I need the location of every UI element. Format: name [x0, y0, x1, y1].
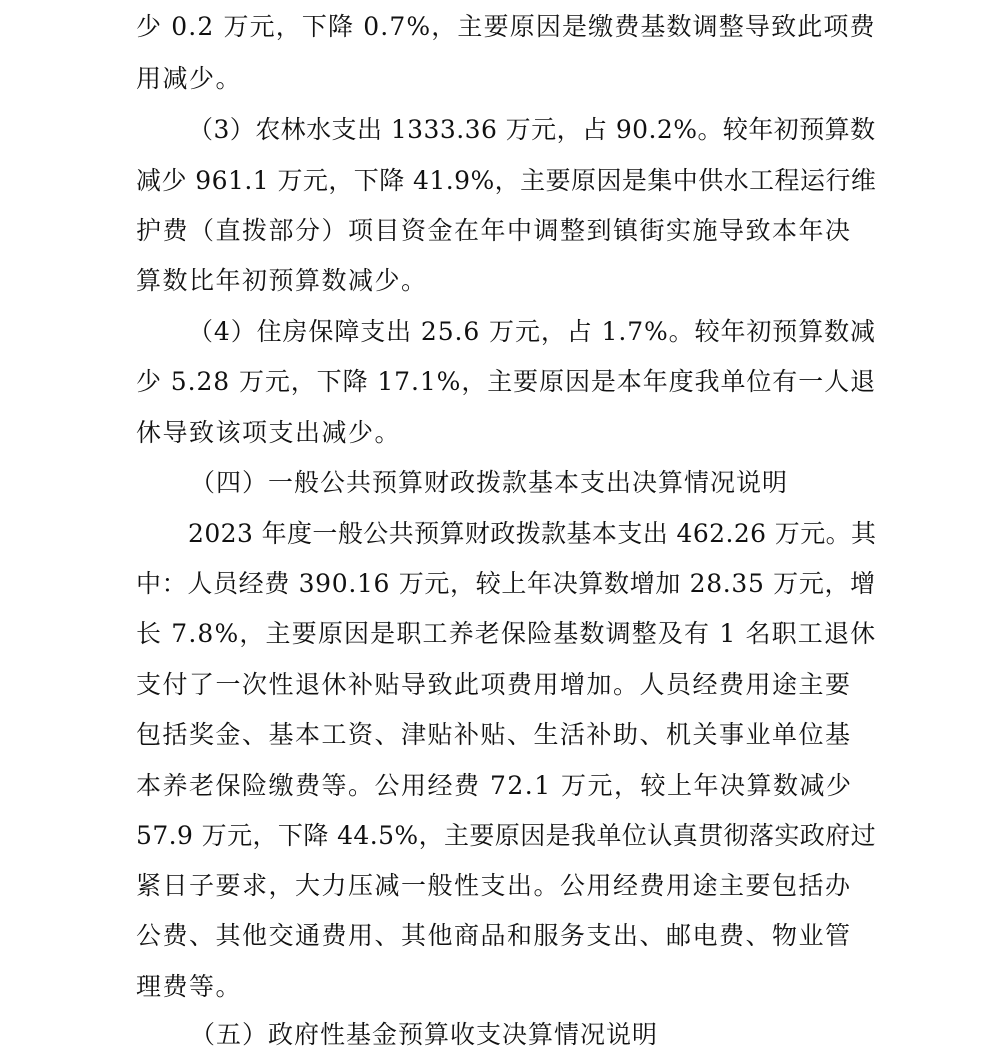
text-line: 休导致该项支出减少。: [136, 418, 402, 447]
text-line: 少 5.28 万元，下降 17.1%，主要原因是本年度我单位有一人退: [136, 367, 876, 396]
text-line: 减少 961.1 万元，下降 41.9%，主要原因是集中供水工程运行维: [136, 166, 877, 195]
text-line: 57.9 万元，下降 44.5%，主要原因是我单位认真贯彻落实政府过: [136, 821, 876, 850]
section-heading-5: （五）政府性基金预算收支决算情况说明: [190, 1020, 659, 1049]
text-line: 2023 年度一般公共预算财政拨款基本支出 462.26 万元。其: [188, 519, 877, 548]
text-line: 理费等。: [136, 972, 243, 1001]
text-line: 本养老保险缴费等。公用经费 72.1 万元，较上年决算数减少: [136, 771, 853, 800]
section-heading-4: （四）一般公共预算财政拨款基本支出决算情况说明: [190, 468, 789, 497]
text-line: 少 0.2 万元，下降 0.7%，主要原因是缴费基数调整导致此项费: [136, 12, 876, 41]
text-line: 护费（直拨部分）项目资金在年中调整到镇街实施导致本年决: [136, 216, 852, 245]
text-line: 用减少。: [136, 64, 243, 93]
text-line: 中：人员经费 390.16 万元，较上年决算数增加 28.35 万元，增: [136, 569, 876, 598]
text-line: （3）农林水支出 1333.36 万元，占 90.2%。较年初预算数: [188, 115, 876, 144]
text-line: 紧日子要求，大力压减一般性支出。公用经费用途主要包括办: [136, 871, 852, 900]
text-line: 包括奖金、基本工资、津贴补贴、生活补助、机关事业单位基: [136, 720, 852, 749]
text-line: 公费、其他交通费用、其他商品和服务支出、邮电费、物业管: [136, 921, 852, 950]
text-line: 长 7.8%，主要原因是职工养老保险基数调整及有 1 名职工退休: [136, 619, 877, 648]
text-line: （4）住房保障支出 25.6 万元，占 1.7%。较年初预算数减: [188, 317, 876, 346]
text-line: 支付了一次性退休补贴导致此项费用增加。人员经费用途主要: [136, 670, 852, 699]
text-line: 算数比年初预算数减少。: [136, 266, 428, 295]
